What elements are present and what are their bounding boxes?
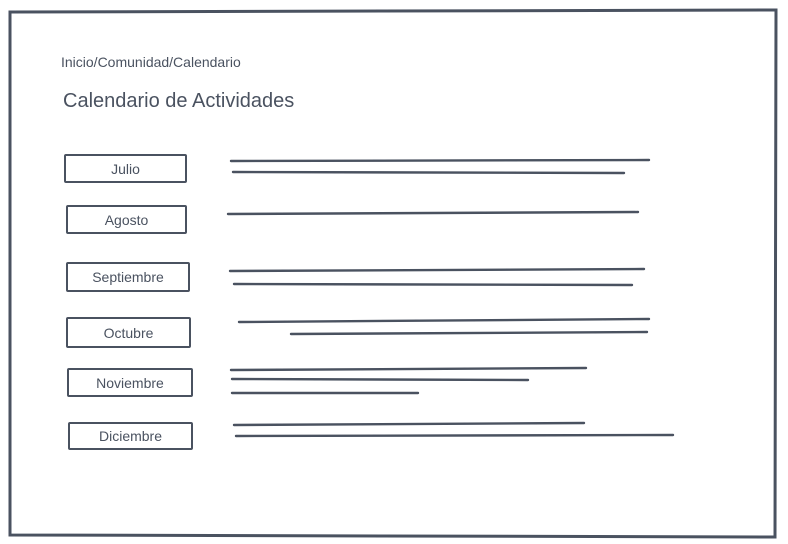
month-button-agosto[interactable]: Agosto bbox=[66, 205, 187, 234]
month-button-octubre[interactable]: Octubre bbox=[66, 317, 191, 348]
month-button-julio[interactable]: Julio bbox=[64, 154, 187, 183]
month-button-noviembre[interactable]: Noviembre bbox=[67, 368, 193, 397]
month-button-diciembre[interactable]: Diciembre bbox=[68, 422, 193, 450]
page-title: Calendario de Actividades bbox=[63, 90, 295, 112]
breadcrumb[interactable]: Inicio/Comunidad/Calendario bbox=[61, 54, 241, 70]
month-button-septiembre[interactable]: Septiembre bbox=[66, 262, 190, 292]
